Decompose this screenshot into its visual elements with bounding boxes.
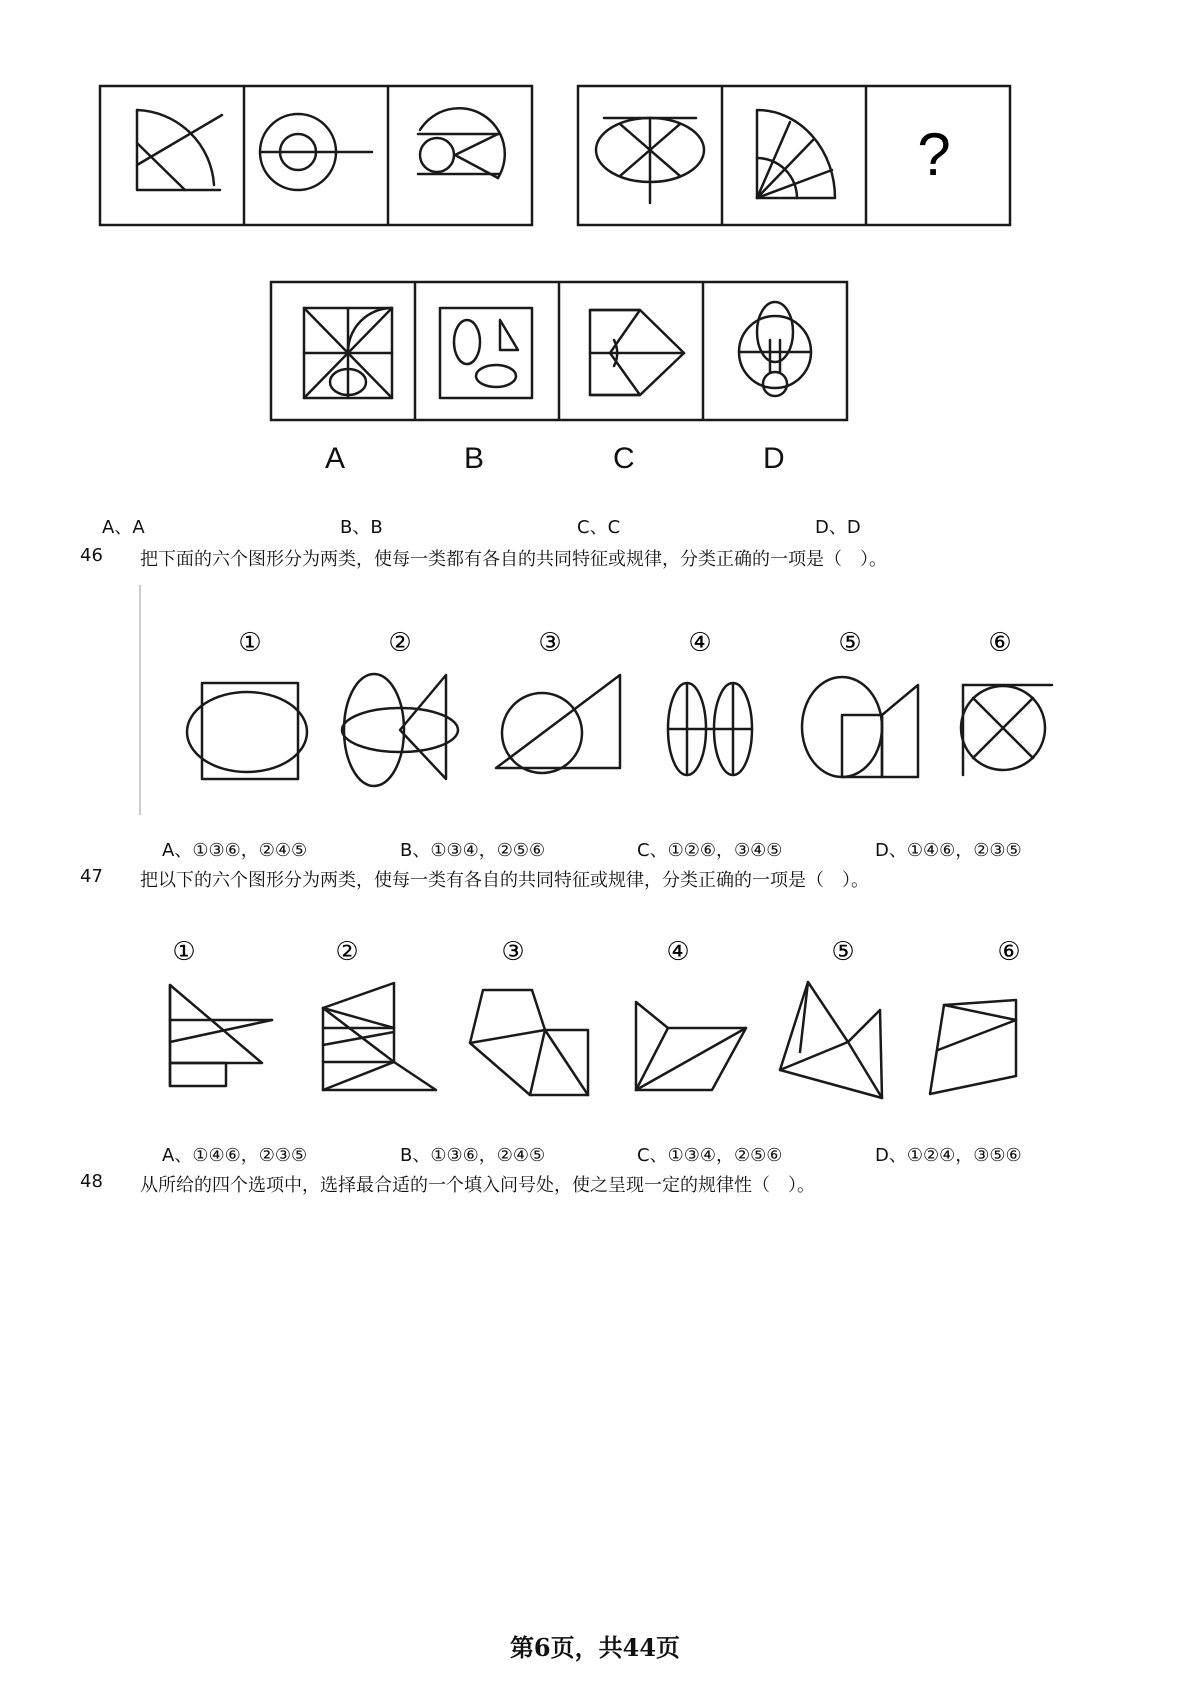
q47-choice-b[interactable]: B、①③⑥，②④⑤ bbox=[400, 1145, 546, 1166]
q46-choice-b[interactable]: B、①③④，②⑤⑥ bbox=[400, 840, 546, 861]
q47-label-2: ② bbox=[335, 937, 359, 967]
q45-option-letter-b: B bbox=[464, 442, 485, 475]
q47-label-6: ⑥ bbox=[997, 937, 1021, 967]
q47-label-5: ⑤ bbox=[831, 937, 855, 967]
q45-option-letter-c: C bbox=[613, 442, 635, 475]
q46-choice-c[interactable]: C、①②⑥，③④⑤ bbox=[637, 840, 783, 861]
page-footer: 第6页，共44页 bbox=[509, 1633, 681, 1662]
q45-cell-1-figure bbox=[137, 110, 222, 190]
q46-number: 46 bbox=[80, 545, 103, 566]
q46-figure-5 bbox=[802, 677, 918, 777]
q47-figure-3 bbox=[470, 990, 588, 1095]
q46-choice-a[interactable]: A、①③⑥，②④⑤ bbox=[162, 840, 308, 861]
q46-figures bbox=[0, 575, 1190, 825]
q46-label-4: ④ bbox=[688, 628, 712, 658]
q45-cell-2-figure bbox=[260, 114, 372, 190]
q45-option-d-figure bbox=[739, 302, 811, 396]
q46-label-2: ② bbox=[388, 628, 412, 658]
q45-question-mark: ? bbox=[917, 121, 951, 188]
q46-choice-d[interactable]: D、①④⑥，②③⑤ bbox=[875, 840, 1022, 861]
q45-option-letter-d: D bbox=[763, 442, 785, 475]
q47-number: 47 bbox=[80, 866, 103, 887]
q46-figure-1 bbox=[187, 683, 307, 779]
q47-choice-a[interactable]: A、①④⑥，②③⑤ bbox=[162, 1145, 308, 1166]
q46-figure-4 bbox=[668, 683, 752, 775]
q45-choice-b[interactable]: B、B bbox=[340, 517, 383, 538]
q47-choice-d[interactable]: D、①②④，③⑤⑥ bbox=[875, 1145, 1022, 1166]
q47-figure-6 bbox=[930, 1000, 1016, 1094]
q47-label-1: ① bbox=[172, 937, 196, 967]
q45-choice-a[interactable]: A、A bbox=[102, 517, 145, 538]
q46-label-5: ⑤ bbox=[838, 628, 862, 658]
q45-option-a-figure bbox=[304, 308, 392, 398]
q45-choice-c[interactable]: C、C bbox=[577, 517, 621, 538]
q45-option-letter-a: A bbox=[325, 442, 346, 475]
q47-figures bbox=[0, 920, 1190, 1120]
q45-cell-5-figure bbox=[757, 110, 835, 198]
q46-question-text: 把下面的六个图形分为两类，使每一类都有各自的共同特征或规律，分类正确的一项是（ ）。 bbox=[140, 549, 887, 570]
q46-label-6: ⑥ bbox=[988, 628, 1012, 658]
q46-figure-2 bbox=[342, 674, 458, 786]
q47-label-4: ④ bbox=[666, 937, 690, 967]
q46-label-3: ③ bbox=[538, 628, 562, 658]
q48-number: 48 bbox=[80, 1171, 103, 1192]
q47-label-3: ③ bbox=[501, 937, 525, 967]
q46-figure-3 bbox=[496, 675, 620, 773]
q45-cell-3-figure bbox=[418, 108, 505, 178]
q47-figure-5 bbox=[780, 982, 882, 1098]
q46-figure-6 bbox=[961, 685, 1052, 775]
q46-label-1: ① bbox=[238, 628, 262, 658]
q45-option-b-figure bbox=[440, 308, 532, 398]
q48-question-text: 从所给的四个选项中，选择最合适的一个填入问号处，使之呈现一定的规律性（ ）。 bbox=[140, 1175, 815, 1196]
q45-choice-d[interactable]: D、D bbox=[815, 517, 861, 538]
q47-figure-4 bbox=[636, 1002, 746, 1090]
q47-figure-1 bbox=[170, 985, 272, 1086]
q45-option-c-figure bbox=[590, 310, 684, 395]
q47-question-text: 把以下的六个图形分为两类，使每一类有各自的共同特征或规律，分类正确的一项是（ ）。 bbox=[140, 870, 869, 891]
q45-cell-4-figure bbox=[596, 118, 704, 203]
q45-sequence-figure bbox=[0, 0, 1190, 460]
q47-figure-2 bbox=[323, 983, 436, 1090]
q47-choice-c[interactable]: C、①③④，②⑤⑥ bbox=[637, 1145, 783, 1166]
